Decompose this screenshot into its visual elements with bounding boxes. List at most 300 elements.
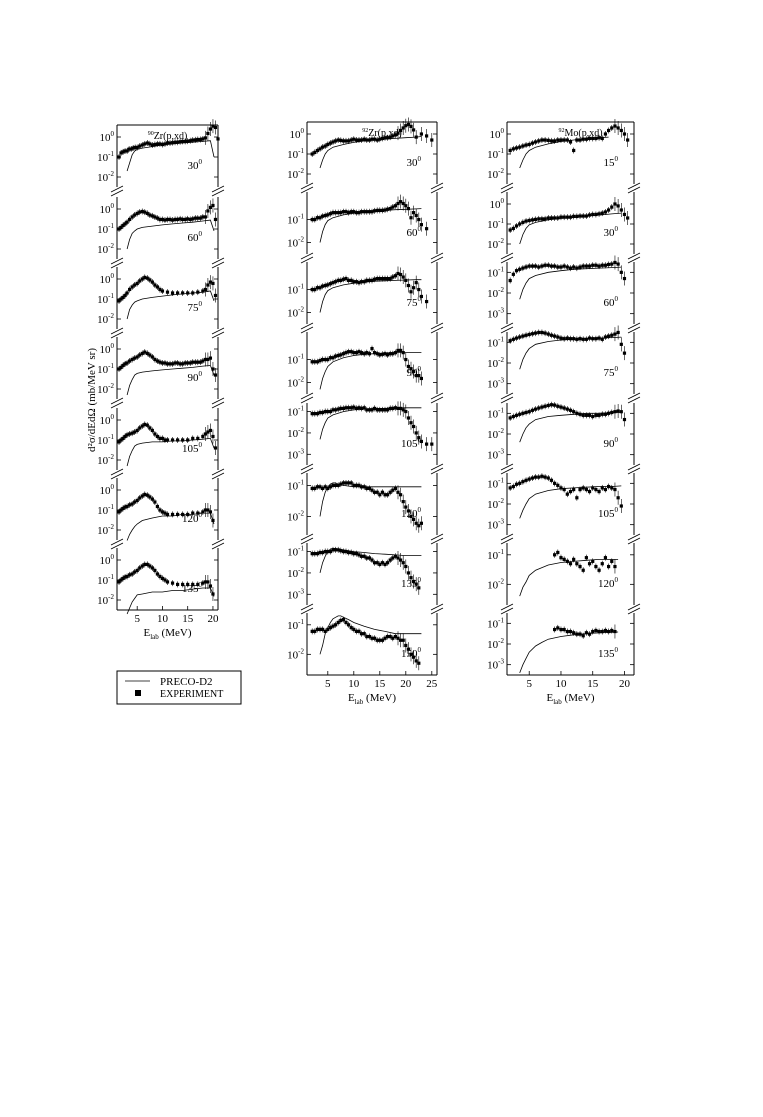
y-tick-exponent: -2: [298, 235, 304, 244]
angle-label: $90^0$: [406, 365, 421, 379]
x-axis-label-sub: lab: [150, 633, 159, 641]
experiment-point: [425, 300, 428, 303]
experiment-point: [404, 279, 407, 282]
x-tick-label: 5: [134, 613, 140, 625]
experiment-point: [597, 630, 600, 633]
experiment-point: [402, 275, 405, 278]
experiment-point: [604, 413, 607, 416]
y-tick-label: $10^{-1}$: [97, 150, 114, 164]
experiment-point: [196, 291, 199, 294]
experiment-point: [613, 630, 616, 633]
experiment-point: [566, 560, 569, 563]
angle-degree-mark: 0: [614, 506, 618, 514]
experiment-point: [544, 217, 547, 220]
experiment-point: [430, 443, 433, 446]
experiment-point: [209, 584, 212, 587]
experiment-point: [575, 562, 578, 565]
y-tick-exponent: -2: [498, 237, 504, 245]
angle-degree-mark: 0: [198, 300, 202, 308]
experiment-point: [153, 500, 156, 503]
y-tick-label: $10^{-1}$: [487, 265, 504, 280]
y-tick-label: $10^{-3}$: [487, 447, 504, 462]
x-axis-label-main: E: [143, 627, 151, 639]
angle-degree-mark: 0: [614, 295, 618, 303]
experiment-point: [515, 269, 518, 272]
experiment-point: [540, 331, 543, 334]
experiment-point: [409, 125, 412, 128]
experiment-point: [409, 290, 412, 293]
y-tick-label: $10^{-2}$: [287, 305, 304, 320]
experiment-point: [209, 127, 212, 130]
y-tick-exponent: -2: [108, 593, 114, 601]
y-tick-label: $10^0$: [289, 127, 304, 141]
y-tick-label: $10^{-1}$: [97, 362, 114, 376]
experiment-point: [556, 551, 559, 554]
experiment-point: [604, 132, 607, 135]
experiment-point: [528, 143, 531, 146]
y-tick-label: $10^{-1}$: [97, 433, 114, 447]
y-tick-label: $10^{-2}$: [487, 577, 504, 592]
y-tick-label: $10^0$: [99, 130, 114, 144]
experiment-point: [607, 565, 610, 568]
experiment-point: [509, 486, 512, 489]
y-tick-label: $10^{-2}$: [487, 237, 504, 251]
y-tick-label: $10^{-2}$: [97, 312, 114, 326]
y-tick-label: $10^0$: [489, 197, 504, 211]
angle-degree-mark: 0: [417, 436, 421, 444]
experiment-point: [518, 335, 521, 338]
experiment-point: [126, 291, 129, 294]
experiment-point: [601, 486, 604, 489]
y-tick-label: $10^{-2}$: [97, 523, 114, 537]
experiment-point: [534, 140, 537, 143]
y-tick-exponent: -2: [498, 577, 504, 586]
experiment-point: [402, 639, 405, 642]
y-tick-exponent: -3: [498, 376, 504, 385]
experiment-point: [540, 217, 543, 220]
experiment-point: [550, 479, 553, 482]
experiment-point: [559, 486, 562, 489]
experiment-point: [575, 633, 578, 636]
y-tick-label: $10^{-2}$: [287, 565, 304, 580]
experiment-point: [537, 331, 540, 334]
reaction-mass-number: 90: [147, 131, 154, 137]
experiment-point: [553, 482, 556, 485]
angle-label: $30^0$: [406, 155, 421, 169]
y-tick-exponent: -2: [298, 425, 304, 434]
experiment-point: [540, 406, 543, 409]
experiment-point: [556, 216, 559, 219]
experiment-point: [151, 280, 154, 283]
x-tick-label: 15: [182, 613, 194, 625]
experiment-point: [559, 628, 562, 631]
y-tick-label: $10^{-1}$: [487, 476, 504, 491]
y-tick-label: $10^{-2}$: [487, 356, 504, 370]
x-tick-label: 15: [587, 678, 599, 690]
experiment-point: [524, 334, 527, 337]
experiment-point: [171, 291, 174, 294]
experiment-point: [623, 418, 626, 421]
experiment-point: [404, 565, 407, 568]
experiment-point: [209, 429, 212, 432]
experiment-point: [566, 216, 569, 219]
experiment-point: [347, 623, 350, 626]
experiment-point: [575, 215, 578, 218]
experiment-point: [524, 411, 527, 414]
x-tick-label: 10: [156, 613, 168, 625]
experiment-point: [196, 437, 199, 440]
experiment-point: [620, 129, 623, 132]
experiment-point: [156, 505, 159, 508]
experiment-point: [404, 644, 407, 647]
experiment-point: [601, 630, 604, 633]
experiment-point: [572, 410, 575, 413]
y-tick-label: $10^{-1}$: [97, 503, 114, 517]
angle-label: $105^0$: [182, 441, 202, 455]
x-axis-label-unit: (MeV): [561, 692, 595, 704]
experiment-point: [566, 630, 569, 633]
experiment-point: [556, 138, 559, 141]
experiment-point: [582, 414, 585, 417]
y-tick-label: $10^{-1}$: [487, 335, 504, 350]
x-axis-label-main: E: [348, 692, 355, 704]
angle-degree-mark: 0: [198, 230, 202, 238]
y-tick-exponent: -1: [108, 573, 114, 581]
experiment-point: [211, 367, 214, 370]
experiment-point: [415, 431, 418, 434]
angle-label: $135^0$: [598, 646, 618, 660]
experiment-point: [585, 414, 588, 417]
experiment-point: [591, 486, 594, 489]
experiment-point: [563, 265, 566, 268]
experiment-point: [399, 493, 402, 496]
x-axis-label-main: E: [546, 692, 554, 704]
experiment-point: [521, 144, 524, 147]
experiment-point: [613, 261, 616, 264]
y-tick-exponent: -1: [298, 404, 304, 413]
y-tick-exponent: -3: [498, 657, 504, 666]
reaction-label: [148, 131, 188, 142]
angle-degree-mark: 0: [417, 576, 421, 584]
experiment-point: [601, 264, 604, 267]
experiment-point: [531, 332, 534, 335]
experiment-point: [214, 373, 217, 376]
y-tick-exponent: -1: [498, 265, 504, 274]
angle-degree-mark: 0: [417, 506, 421, 514]
experiment-point: [204, 215, 207, 218]
x-tick-label: 15: [374, 678, 386, 690]
experiment-point: [591, 560, 594, 563]
experiment-point: [211, 204, 214, 207]
experiment-point: [412, 128, 415, 131]
experiment-point: [214, 294, 217, 297]
experiment-point: [582, 265, 585, 268]
y-tick-label: $10^{-1}$: [287, 617, 304, 632]
y-tick-label: $10^{-2}$: [97, 593, 114, 607]
experiment-point: [559, 216, 562, 219]
angle-degree-mark: 0: [614, 436, 618, 444]
experiment-point: [512, 273, 515, 276]
experiment-point: [537, 406, 540, 409]
y-tick-exponent: 0: [110, 130, 114, 138]
x-tick-label: 10: [555, 678, 567, 690]
y-tick-exponent: 0: [500, 127, 504, 135]
x-tick-label: 10: [348, 678, 360, 690]
experiment-point: [531, 409, 534, 412]
y-tick-label: $10^{-2}$: [97, 170, 114, 184]
y-tick-exponent: -1: [298, 478, 304, 487]
experiment-point: [211, 592, 214, 595]
experiment-point: [524, 265, 527, 268]
experiment-point: [534, 408, 537, 411]
experiment-point: [420, 132, 423, 135]
experiment-point: [512, 338, 515, 341]
experiment-point: [572, 149, 575, 152]
angle-degree-mark: 0: [417, 295, 421, 303]
y-tick-label: $10^{-1}$: [287, 212, 304, 227]
angle-degree-mark: 0: [417, 365, 421, 373]
experiment-point: [166, 513, 169, 516]
experiment-point: [572, 265, 575, 268]
experiment-point: [528, 265, 531, 268]
experiment-point: [617, 496, 620, 499]
experiment-point: [547, 404, 550, 407]
angle-degree-mark: 0: [198, 158, 202, 166]
experiment-point: [591, 415, 594, 418]
experiment-point: [591, 337, 594, 340]
experiment-point: [544, 264, 547, 267]
experiment-point: [613, 565, 616, 568]
x-tick-label: 5: [526, 678, 532, 690]
experiment-point: [512, 415, 515, 418]
experiment-point: [578, 633, 581, 636]
experiment-point: [415, 281, 418, 284]
y-tick-exponent: -1: [298, 544, 304, 553]
experiment-point: [515, 414, 518, 417]
experiment-point: [569, 409, 572, 412]
experiment-point: [585, 214, 588, 217]
experiment-point: [610, 560, 613, 563]
y-tick-label: $10^{-1}$: [97, 292, 114, 306]
experiment-point: [563, 337, 566, 340]
y-tick-exponent: -1: [498, 147, 504, 155]
experiment-point: [515, 483, 518, 486]
experiment-point: [512, 147, 515, 150]
angle-label: $90^0$: [187, 370, 202, 384]
experiment-point: [591, 213, 594, 216]
y-tick-label: $10^{-3}$: [487, 657, 504, 672]
experiment-point: [171, 581, 174, 584]
experiment-point: [540, 265, 543, 268]
experiment-point: [588, 337, 591, 340]
experiment-point: [531, 265, 534, 268]
experiment-point: [604, 629, 607, 632]
y-tick-label: $10^{-2}$: [287, 647, 304, 662]
experiment-point: [402, 500, 405, 503]
experiment-point: [512, 485, 515, 488]
experiment-point: [211, 519, 214, 522]
y-tick-label: $10^0$: [489, 127, 504, 141]
y-tick-exponent: -3: [498, 306, 504, 315]
experiment-point: [206, 283, 209, 286]
experiment-point: [181, 291, 184, 294]
y-tick-exponent: 0: [110, 202, 114, 210]
experiment-point: [540, 138, 543, 141]
experiment-point: [556, 265, 559, 268]
experiment-point: [417, 374, 420, 377]
experiment-point: [166, 580, 169, 583]
y-tick-exponent: 0: [110, 413, 114, 421]
experiment-point: [604, 556, 607, 559]
experiment-point: [412, 425, 415, 428]
experiment-point: [620, 410, 623, 413]
experiment-point: [417, 586, 420, 589]
experiment-point: [531, 142, 534, 145]
experiment-point: [601, 338, 604, 341]
experiment-point: [547, 476, 550, 479]
y-tick-exponent: -1: [298, 212, 304, 221]
experiment-point: [597, 569, 600, 572]
experiment-point: [216, 137, 219, 140]
experiment-point: [623, 277, 626, 280]
experiment-point: [591, 630, 594, 633]
experiment-point: [402, 351, 405, 354]
y-tick-label: $10^{-3}$: [487, 376, 504, 391]
experiment-point: [146, 424, 149, 427]
y-tick-label: $10^{-3}$: [487, 517, 504, 532]
experiment-point: [540, 475, 543, 478]
x-axis-label-sub: lab: [354, 698, 364, 706]
experiment-point: [578, 565, 581, 568]
y-tick-exponent: -1: [298, 617, 304, 626]
y-tick-label: $10^0$: [99, 342, 114, 356]
x-tick-label: 20: [618, 678, 630, 690]
experiment-point: [531, 218, 534, 221]
experiment-point: [117, 155, 120, 158]
experiment-point: [550, 334, 553, 337]
experiment-point: [613, 410, 616, 413]
y-tick-label: $10^{-1}$: [487, 406, 504, 421]
y-tick-exponent: -2: [108, 453, 114, 461]
angle-degree-mark: 0: [614, 155, 618, 163]
experiment-point: [617, 126, 620, 129]
angle-label: $75^0$: [406, 295, 421, 309]
experiment-point: [563, 628, 566, 631]
experiment-point: [550, 265, 553, 268]
experiment-point: [404, 410, 407, 413]
y-tick-label: $10^{-1}$: [287, 404, 304, 419]
experiment-point: [566, 493, 569, 496]
experiment-point: [604, 210, 607, 213]
experiment-point: [404, 204, 407, 207]
experiment-point: [430, 138, 433, 141]
experiment-point: [578, 214, 581, 217]
y-tick-label: $10^{-2}$: [287, 235, 304, 250]
experiment-point: [601, 212, 604, 215]
experiment-point: [537, 476, 540, 479]
experiment-point: [594, 414, 597, 417]
angle-label: $90^0$: [603, 436, 618, 450]
experiment-point: [407, 284, 410, 287]
angle-degree-mark: 0: [198, 441, 202, 449]
y-tick-exponent: -1: [108, 433, 114, 441]
y-tick-exponent: -1: [298, 147, 304, 155]
experiment-point: [591, 264, 594, 267]
y-tick-label: $10^{-3}$: [287, 587, 304, 602]
y-tick-label: $10^0$: [99, 553, 114, 567]
y-tick-exponent: -2: [298, 565, 304, 574]
y-tick-label: $10^{-1}$: [287, 147, 304, 161]
y-tick-label: $10^{-2}$: [97, 242, 114, 256]
experiment-point: [420, 377, 423, 380]
experiment-point: [550, 139, 553, 142]
y-tick-exponent: -1: [298, 352, 304, 361]
y-tick-label: $10^{-1}$: [287, 478, 304, 493]
y-tick-label: $10^{-3}$: [487, 306, 504, 321]
x-tick-label: 20: [400, 678, 412, 690]
experiment-point: [547, 216, 550, 219]
experiment-point: [553, 216, 556, 219]
y-tick-exponent: -2: [498, 356, 504, 364]
experiment-point: [528, 410, 531, 413]
experiment-point: [607, 335, 610, 338]
experiment-point: [404, 358, 407, 361]
angle-label: $60^0$: [406, 225, 421, 239]
experiment-point: [556, 405, 559, 408]
y-tick-label: $10^{-2}$: [287, 167, 304, 181]
experiment-point: [214, 446, 217, 449]
experiment-point: [518, 146, 521, 149]
y-tick-exponent: 0: [110, 553, 114, 561]
experiment-point: [607, 208, 610, 211]
experiment-point: [186, 291, 189, 294]
experiment-point: [559, 337, 562, 340]
y-tick-label: $10^{-1}$: [287, 352, 304, 367]
experiment-point: [594, 488, 597, 491]
experiment-point: [582, 338, 585, 341]
angle-degree-mark: 0: [417, 225, 421, 233]
experiment-point: [181, 438, 184, 441]
experiment-point: [176, 583, 179, 586]
y-tick-label: $10^0$: [99, 483, 114, 497]
y-tick-exponent: -1: [498, 616, 504, 625]
experiment-point: [607, 630, 610, 633]
experiment-point: [161, 289, 164, 292]
y-tick-label: $10^{-2}$: [487, 637, 504, 651]
experiment-point: [613, 488, 616, 491]
experiment-point: [563, 216, 566, 219]
experiment-point: [572, 488, 575, 491]
experiment-point: [604, 335, 607, 338]
y-tick-exponent: -2: [498, 497, 504, 505]
experiment-point: [569, 490, 572, 493]
y-tick-exponent: 0: [110, 272, 114, 280]
experiment-point: [537, 217, 540, 220]
experiment-point: [176, 438, 179, 441]
experiment-point: [363, 632, 366, 635]
experiment-point: [617, 409, 620, 412]
experiment-point: [171, 438, 174, 441]
angle-label: $60^0$: [603, 295, 618, 309]
angle-label: $120^0$: [182, 511, 202, 525]
experiment-point: [623, 352, 626, 355]
experiment-point: [588, 213, 591, 216]
x-tick-label: 25: [426, 678, 438, 690]
experiment-point: [342, 618, 345, 621]
experiment-point: [204, 136, 207, 139]
experiment-point: [206, 132, 209, 135]
y-tick-label: $10^{-2}$: [487, 167, 504, 181]
